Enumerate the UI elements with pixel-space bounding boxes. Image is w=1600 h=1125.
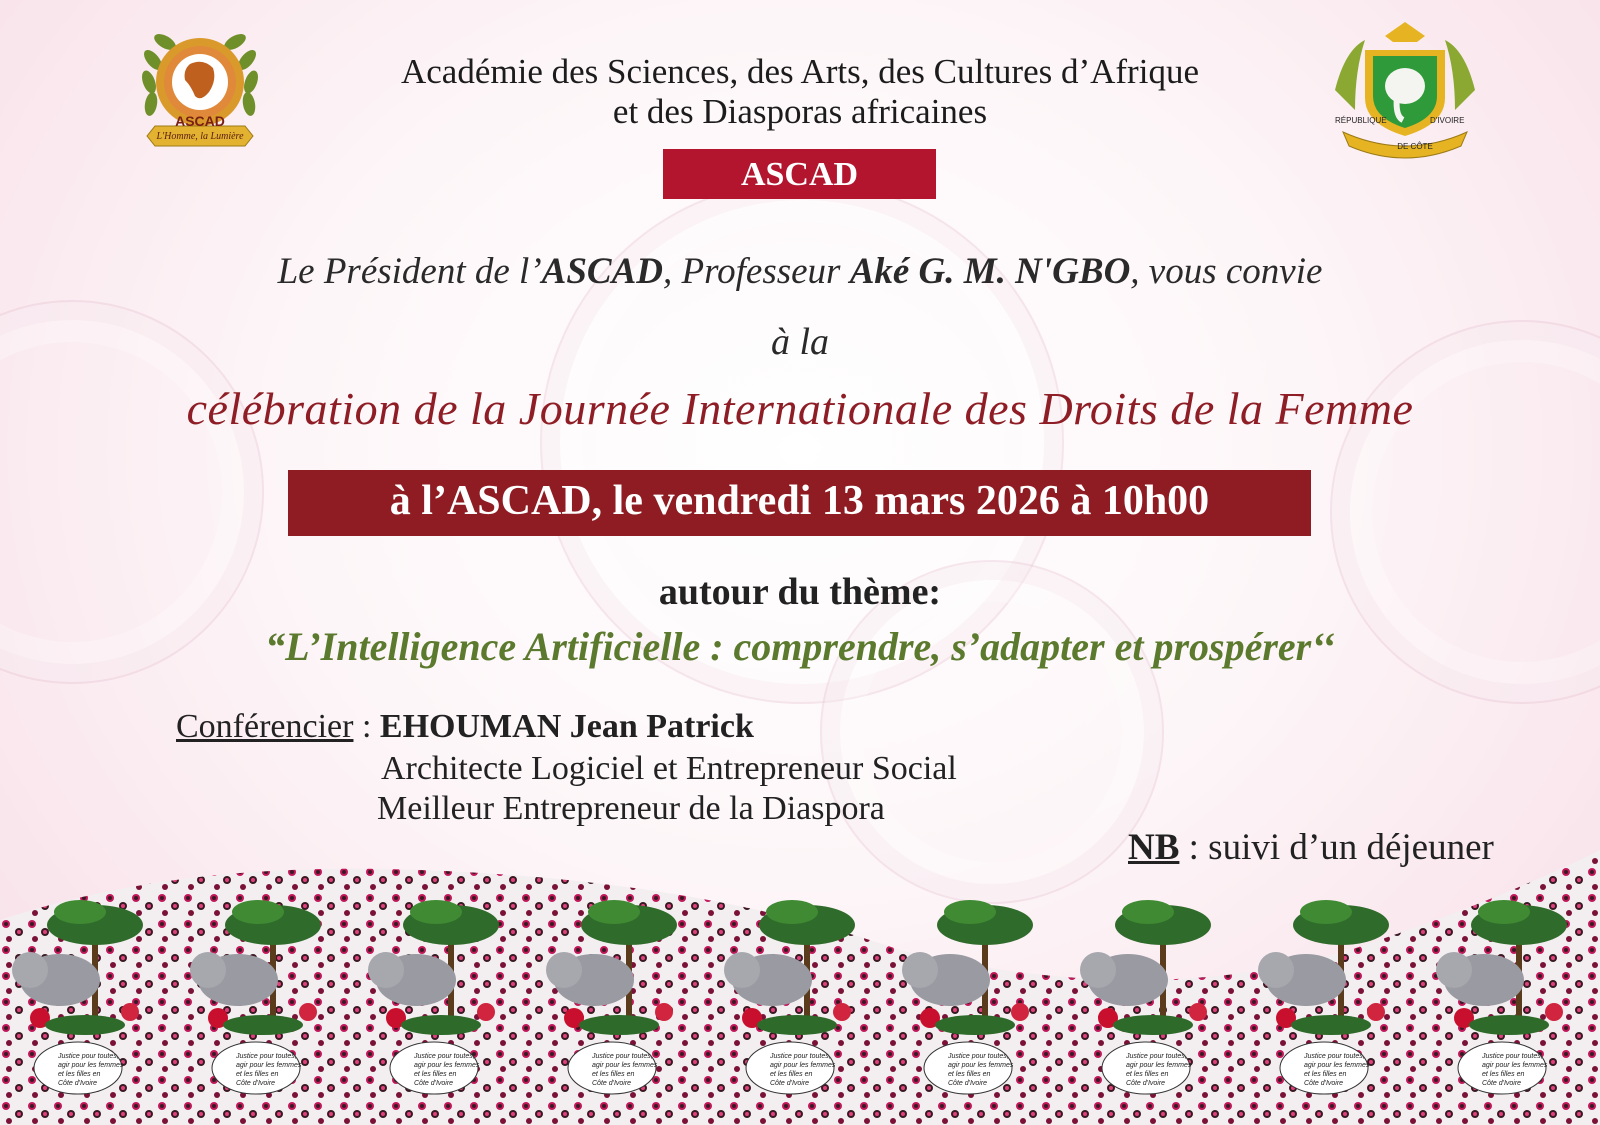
slogan-badge-text: Justice pour toutes, — [948, 1053, 1009, 1060]
slogan-badge-text: et les filles en — [414, 1071, 457, 1078]
slogan-badge-text: Côte d'Ivoire — [948, 1080, 988, 1087]
slogan-badge-text: et les filles en — [58, 1071, 101, 1078]
slogan-badge-text: et les filles en — [1126, 1071, 1169, 1078]
coat-of-arms-text-left: RÉPUBLIQUE — [1335, 116, 1387, 125]
speaker-label: Conférencier — [176, 708, 354, 745]
flower-icon — [655, 1003, 673, 1021]
foliage-icon — [579, 1015, 659, 1035]
slogan-badge-text: et les filles en — [770, 1071, 813, 1078]
slogan-badge-text: Côte d'Ivoire — [770, 1080, 810, 1087]
slogan-badge-text: Justice pour toutes, — [1482, 1053, 1543, 1060]
flower-icon — [1011, 1003, 1029, 1021]
foliage-icon — [45, 1015, 125, 1035]
slogan-badge-text: Côte d'Ivoire — [1126, 1080, 1166, 1087]
coat-of-arms-text-right: D'IVOIRE — [1430, 116, 1465, 125]
flower-icon — [1545, 1003, 1563, 1021]
palm-leaves-icon — [766, 900, 818, 924]
slogan-badge-text: Côte d'Ivoire — [1482, 1080, 1522, 1087]
slogan-badge-text: agir pour les femmes — [1482, 1062, 1548, 1069]
palm-leaves-icon — [1300, 900, 1352, 924]
palm-leaves-icon — [588, 900, 640, 924]
speaker-role2: Meilleur Entrepreneur de la Diaspora — [377, 790, 885, 827]
slogan-badge-text: Justice pour toutes, — [1126, 1053, 1187, 1060]
theme-label: autour du thème: — [658, 571, 942, 613]
slogan-badge-text: Justice pour toutes, — [236, 1053, 297, 1060]
speaker-line — [176, 708, 754, 746]
palm-leaves-icon — [410, 900, 462, 924]
president-name: Aké G. M. N'GBO — [849, 251, 1131, 292]
speaker-separator: : — [353, 708, 380, 745]
academy-name-line2: et des Diasporas africaines — [612, 92, 988, 131]
flower-icon — [299, 1003, 317, 1021]
speaker-role1: Architecte Logiciel et Entrepreneur Social — [381, 750, 957, 787]
academy-name — [0, 52, 1600, 132]
invitation-text: Le Président de l’ — [277, 251, 542, 292]
slogan-badge-text: Côte d'Ivoire — [1304, 1080, 1344, 1087]
speaker-name: EHOUMAN Jean Patrick — [379, 708, 754, 745]
slogan-badge-text: Côte d'Ivoire — [592, 1080, 632, 1087]
slogan-badge-text: et les filles en — [1482, 1071, 1525, 1078]
theme-title: “L’Intelligence Artificielle : comprendre, s’adapter et prospérer‘‘ — [265, 624, 1335, 669]
slogan-badge-text: et les filles en — [592, 1071, 635, 1078]
palm-leaves-icon — [944, 900, 996, 924]
slogan-badge-text: Justice pour toutes, — [770, 1053, 831, 1060]
invitation-text: , vous convie — [1130, 251, 1323, 292]
elephant-head-icon — [1436, 952, 1472, 988]
slogan-badge-text: agir pour les femmes — [592, 1062, 658, 1069]
flower-icon — [121, 1003, 139, 1021]
slogan-badge-text: Justice pour toutes, — [1304, 1053, 1365, 1060]
flower-icon — [1367, 1003, 1385, 1021]
foliage-icon — [1469, 1015, 1549, 1035]
slogan-badge-text: agir pour les femmes — [236, 1062, 302, 1069]
slogan-badge-text: Côte d'Ivoire — [414, 1080, 454, 1087]
palm-leaves-icon — [1478, 900, 1530, 924]
a-la-text: à la — [770, 321, 830, 363]
wax-pattern-band — [0, 840, 1600, 1125]
slogan-badge-text: agir pour les femmes — [58, 1062, 124, 1069]
foliage-icon — [223, 1015, 303, 1035]
slogan-badge-text: Côte d'Ivoire — [236, 1080, 276, 1087]
elephant-head-icon — [902, 952, 938, 988]
ascad-logo-motto: L'Homme, la Lumière — [156, 131, 244, 142]
flower-icon — [477, 1003, 495, 1021]
ascad-logo-name: ASCAD — [175, 113, 225, 129]
slogan-badge-text: agir pour les femmes — [1126, 1062, 1192, 1069]
flower-icon — [833, 1003, 851, 1021]
slogan-badge-text: Justice pour toutes, — [58, 1053, 119, 1060]
slogan-badge-text: agir pour les femmes — [414, 1062, 480, 1069]
note-label: NB — [1128, 827, 1180, 868]
date-banner: à l’ASCAD, le vendredi 13 mars 2026 à 10h00 — [288, 470, 1311, 536]
event-title: célébration de la Journée Internationale des Droits de la Femme — [186, 383, 1414, 434]
slogan-badge-text: et les filles en — [236, 1071, 279, 1078]
elephant-head-icon — [546, 952, 582, 988]
elephant-head-icon — [724, 952, 760, 988]
elephant-head-icon — [12, 952, 48, 988]
flower-icon — [1189, 1003, 1207, 1021]
invitation-line — [0, 250, 1600, 293]
elephant-head-icon — [1258, 952, 1294, 988]
foliage-icon — [401, 1015, 481, 1035]
slogan-badge-text: et les filles en — [948, 1071, 991, 1078]
acronym-banner: ASCAD — [663, 149, 936, 199]
coat-of-arms-text-bottom: DE CÔTE — [1397, 142, 1433, 151]
foliage-icon — [1113, 1015, 1193, 1035]
palm-leaves-icon — [232, 900, 284, 924]
slogan-badge-text: Côte d'Ivoire — [58, 1080, 98, 1087]
elephant-head-icon — [1080, 952, 1116, 988]
slogan-badge-text: agir pour les femmes — [770, 1062, 836, 1069]
slogan-badge-text: et les filles en — [1304, 1071, 1347, 1078]
palm-leaves-icon — [54, 900, 106, 924]
slogan-badge-text: agir pour les femmes — [948, 1062, 1014, 1069]
slogan-badge-text: agir pour les femmes — [1304, 1062, 1370, 1069]
note-text: : suivi d’un déjeuner — [1179, 827, 1494, 868]
palm-leaves-icon — [1122, 900, 1174, 924]
slogan-badge-text: Justice pour toutes, — [414, 1053, 475, 1060]
academy-name-line1: Académie des Sciences, des Arts, des Cultures d’Afrique — [401, 52, 1199, 91]
invitation-org: ASCAD — [541, 251, 663, 292]
elephant-head-icon — [190, 952, 226, 988]
elephant-head-icon — [368, 952, 404, 988]
foliage-icon — [1291, 1015, 1371, 1035]
invitation-text: , Professeur — [663, 251, 850, 292]
slogan-badge-text: Justice pour toutes, — [592, 1053, 653, 1060]
foliage-icon — [757, 1015, 837, 1035]
foliage-icon — [935, 1015, 1015, 1035]
